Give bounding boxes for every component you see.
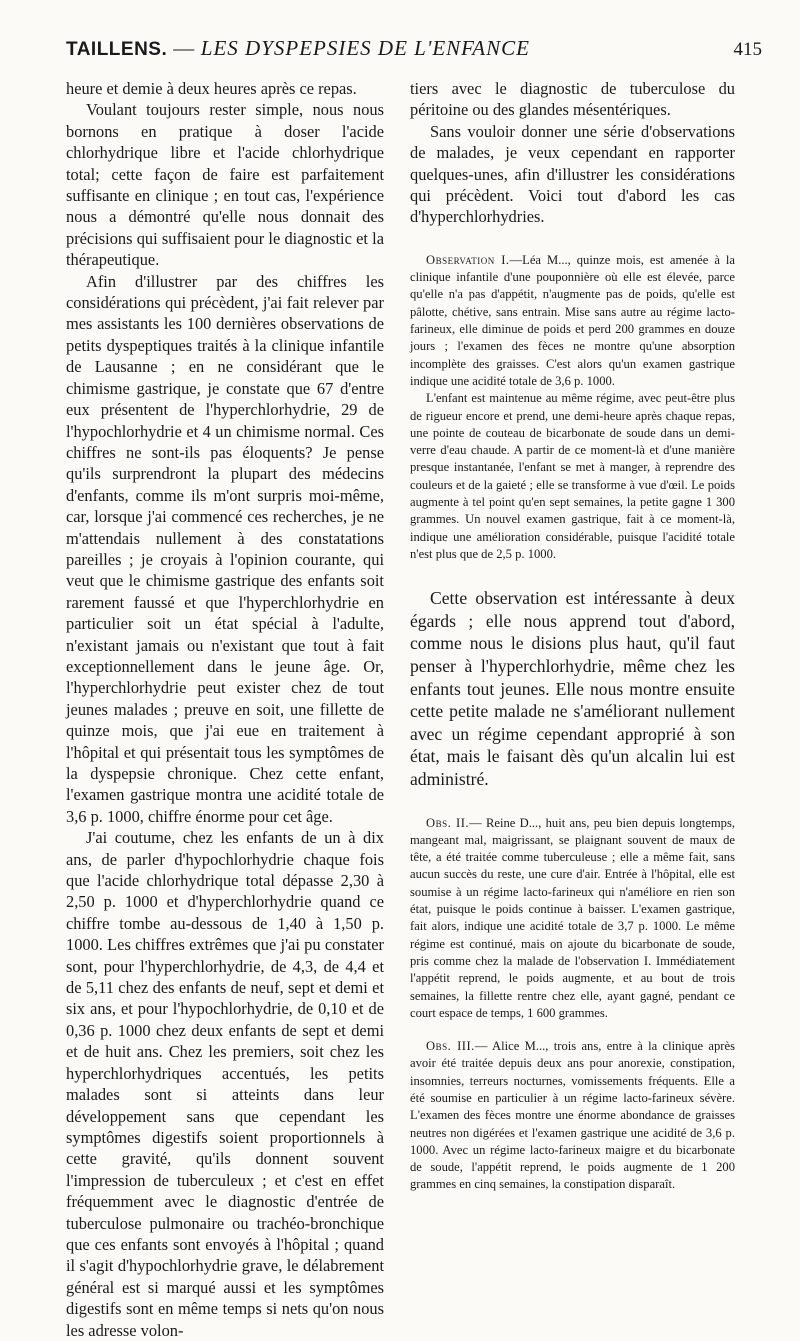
observation-label: Obs. III. <box>426 1039 475 1054</box>
paragraph: heure et demie à deux heures après ce repas. <box>66 79 357 98</box>
observation-paragraph <box>410 815 735 1023</box>
observation-paragraph <box>410 252 735 390</box>
paragraph: Voulant toujours rester simple, nous nous bornons en pratique à doser l'acide chlorhydrique libre et l'acide chlorhydrique total; cette façon de faire est parfaitement suffisante en clinique ; en tout cas, l'expérience nous a démontré qu'elle nous donnait des précisions qui suffisaient pour le diagnostic et la thérapeutique. <box>66 100 384 270</box>
observation-label: Observation I. <box>426 252 510 267</box>
observation-text: — Alice M..., trois ans, entre à la clinique après avoir été traitée depuis deux ans pour anorexie, constipation, insomnies, terreurs nocturnes, vomissements fréquents. Elle a été soumise en particulier à un régime lacto-farineux sévère. L'examen des fèces montre une énorme abondance de graisses neutres non digérées et l'examen gastrique une acidité de 3,6 p. 1000. Avec un régime lacto-farineux maigre et du bicarbonate de soude, l'appétit reprend, le poids augmente de 1 200 grammes en cinq semaines, la constipation disparaît. <box>410 1039 735 1192</box>
observation-paragraph <box>410 1038 735 1194</box>
running-title <box>66 36 530 61</box>
observation-1 <box>410 252 735 563</box>
observation-text: — Reine D..., huit ans, peu bien depuis longtemps, mangeant mal, maigrissant, se plaignant souvent de maux de tête, a été traitée comme tuberculeuse ; elle a même fait, sans aucun succès du reste, une cure d'air. Entrée à l'hôpital, elle est soumise à un régime lacto-farineux qui n'améliore en rien son état, puisque le poids continue à baisser. L'examen gastrique, fait alors, indique une acidité totale de 3,7 p. 1000. Le même régime est continué, mais on ajoute du bicarbonate de soude, pris comme chez la malade de l'observation I. Immédiatement l'appétit reprend, le poids augmente, et au bout de trois semaines, la fillette rentre chez elle, ayant gagné, pendant ce court espace de temps, 1 600 grammes. <box>410 815 735 1020</box>
running-header <box>66 36 762 70</box>
right-column <box>410 78 735 1194</box>
author-name: TAILLENS. <box>66 39 168 60</box>
paragraph: tiers avec le diagnostic de tuberculose du péritoine ou des glandes mésentériques. <box>410 79 735 120</box>
observation-text: —Léa M..., quinze mois, est amenée à la clinique infantile d'une pouponnière où elle est élevée, parce qu'elle n'a pas d'appétit, n'augmente pas de poids, qu'elle est pâlotte, chétive, sans entrain. Mise sans autre au régime lacto-farineux, elle diminue de poids et perd 200 grammes en douze jours ; l'examen des fèces ne montre qu'une absorption incomplète des graisses. C'est alors qu'un examen gastrique indique une acidité totale de 3,6 p. 1000. <box>410 252 735 388</box>
left-column <box>66 78 384 1341</box>
observation-label: Obs. II. <box>426 815 470 830</box>
commentary-paragraph: Cette observation est intéressante à deux égards ; elle nous apprend tout d'abord, comme nous le disions plus haut, qu'il faut penser à l'hyperchlorhydrie, même chez les enfants tout jeunes. Elle nous montre ensuite cette petite malade ne s'améliorant nullement avec un régime cependant approprié à son état, mais le faisant dès qu'un alcalin lui est administré. <box>410 588 735 789</box>
paragraph: J'ai coutume, chez les enfants de un à dix ans, de parler d'hypochlorhydrie chaque fois que l'acide chlorhydrique total dépasse 2,30 à 2,50 p. 1000 et d'hyperchlorhydrie quand ce chiffre tombe au-dessous de 1,40 à 1,50 p. 1000. Les chiffres extrêmes que j'ai pu constater sont, pour l'hyperchlorhydrie, de 4,3, de 4,4 et de 5,11 chez des enfants de neuf, sept et demi et six ans, et pour l'hypochlorhydrie, de 0,10 et de 0,36 p. 1000 chez deux enfants de sept et demi et de huit ans. Chez les premiers, soit chez les hyperchlorhydriques accentués, les petits malades sont si atteints dans leur développement sans que cependant les symptômes digestifs soient proportionnels à cette gravité, qu'ils donnent souvent l'impression de tuberculeux ; et c'est en effet fréquemment avec le diagnostic d'entrée de tuberculose pulmonaire ou trachéo-bronchique que ces enfants sont envoyés à l'hôpital ; quand il s'agit d'hypochlorhydrie grave, le délabrement général est si marqué aussi et les symptômes digestifs sont en même temps si nets qu'on nous les adresse volon- <box>66 828 384 1340</box>
observation-paragraph: L'enfant est maintenue au même régime, avec peut-être plus de rigueur encore et prend, une demi-heure après chaque repas, une pointe de couteau de bicarbonate de soude dans un demi-verre d'eau chaude. A partir de ce moment-là et d'une manière presque instantanée, l'enfant se met à manger, à reprendre des couleurs et de la gaieté ; elle se transforme à vue d'œil. Le poids augmente à tel point qu'en sept semaines, la petite gagne 1 300 grammes. Un nouvel examen gastrique, fait à ce moment-là, indique une amélioration considérable, puisque l'acidité totale n'est plus que de 2,5 p. 1000. <box>410 391 735 561</box>
work-title: LES DYSPEPSIES DE L'ENFANCE <box>200 36 530 60</box>
paragraph: Sans vouloir donner une série d'observations de malades, je veux cependant en rapporter quelques-unes, afin d'illustrer les considérations qui précèdent. Voici tout d'abord les cas d'hyperchlorhydries. <box>410 121 735 227</box>
page-number: 415 <box>733 39 762 60</box>
title-separator: — <box>173 36 195 60</box>
observation-3 <box>410 1038 735 1194</box>
observation-2 <box>410 815 735 1023</box>
paragraph: Afin d'illustrer par des chiffres les considérations qui précèdent, j'ai fait relever par mes assistants les 100 dernières observations de petits dyspeptiques traités à la clinique infantile de Lausanne ; en ne considérant que le chimisme gastrique, je constate que 67 d'entre eux présentent de l'hyperchlorhydrie, 29 de l'hypochlorhydrie et 4 un chimisme normal. Ces chiffres ne sont-ils pas éloquents? Je pense qu'ils surprendront la plupart des médecins d'enfants, comme ils m'ont surpris moi-même, car, lorsque j'ai commencé ces recherches, je ne m'attendais nullement à des constatations pareilles ; je croyais à l'opinion courante, qui veut que le chimisme gastrique des enfants soit rarement faussé et que l'hyperchlorhydrie en particulier soit un état spécial à l'adulte, n'existant jamais ou n'existant que tout à fait exceptionnellement dans le jeune âge. Or, l'hyperchlorhydrie peut exister chez de tout jeunes malades ; preuve en soit, une fillette de quinze mois, que j'ai eue en traitement à l'hôpital et qui présentait tous les symptômes de la dyspepsie chronique. Chez cette enfant, l'examen gastrique montra une acidité totale de 3,6 p. 1000, chiffre énorme pour cet âge. <box>66 271 384 826</box>
